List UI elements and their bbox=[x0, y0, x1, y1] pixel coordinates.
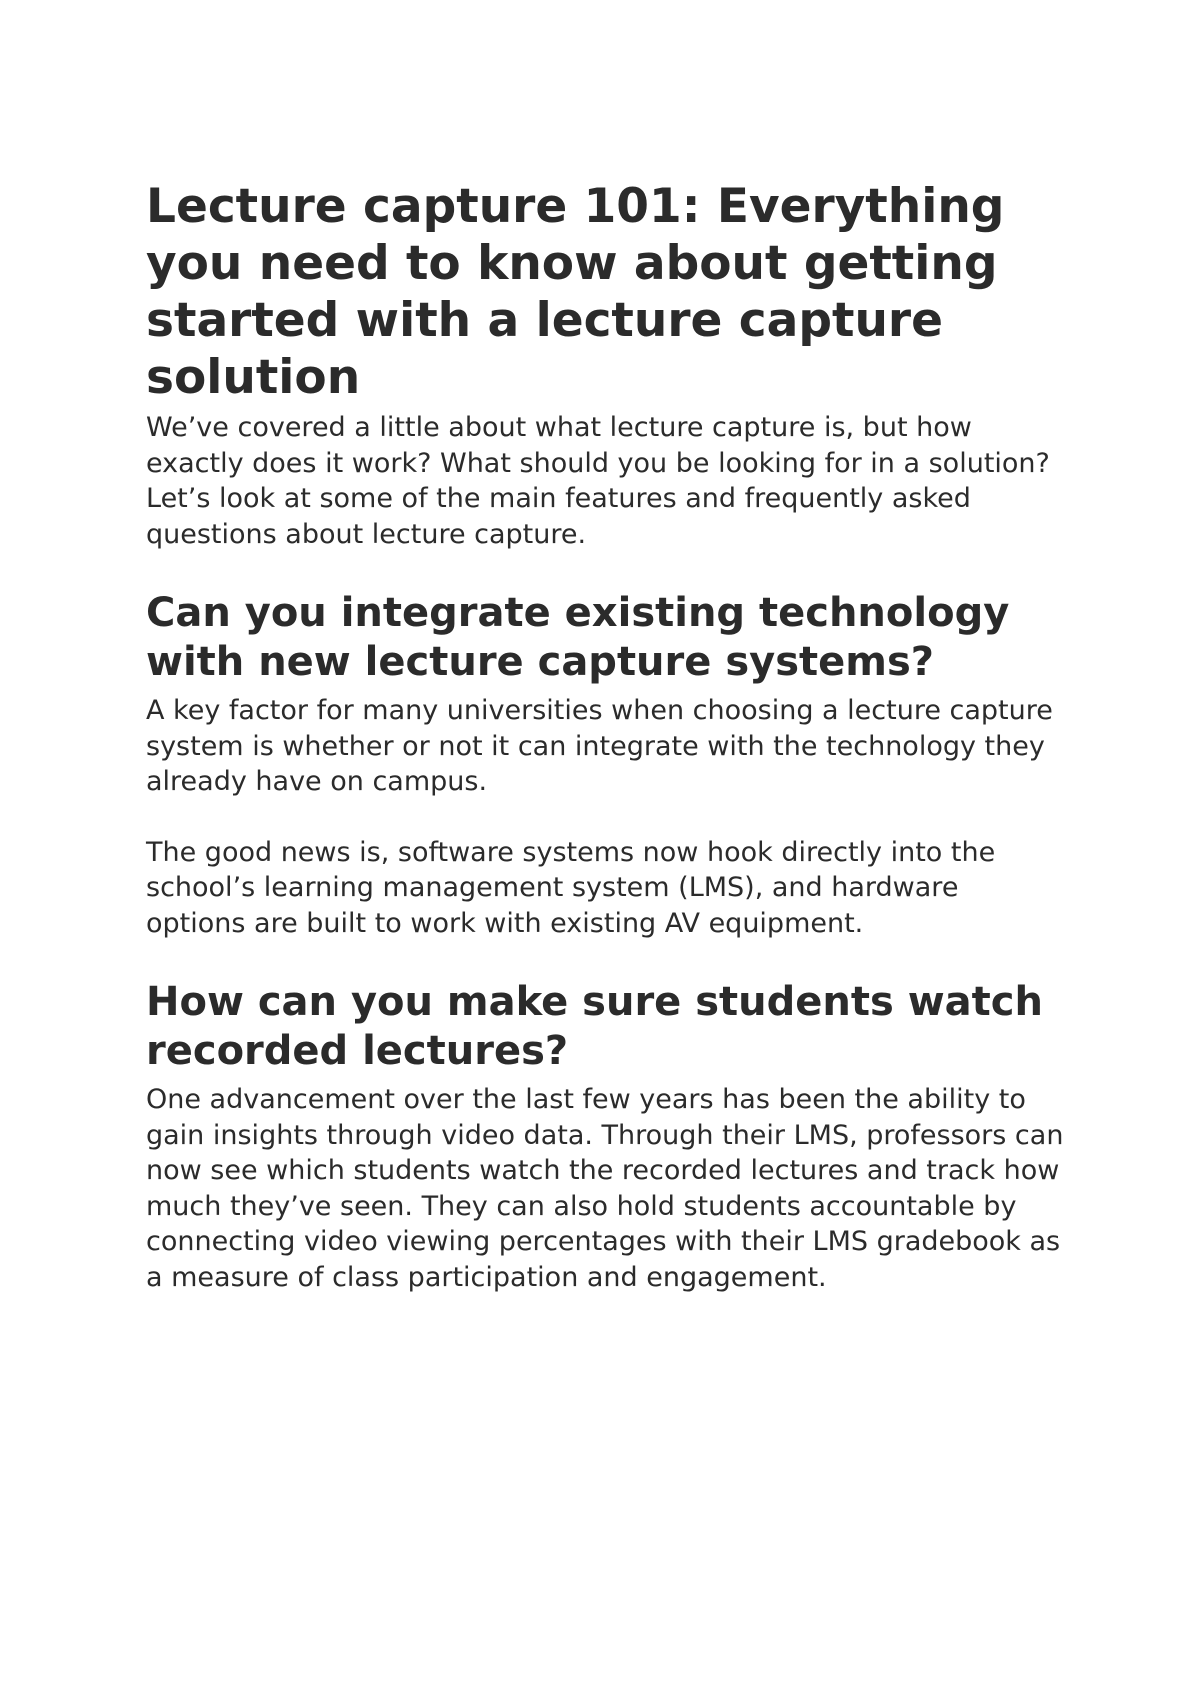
section-paragraph: The good news is, software systems now hook directly into the school’s learning management system (LMS), and hardware options are built to work with existing AV equipment. bbox=[146, 836, 996, 939]
section-heading: How can you make sure students watch recorded lectures? bbox=[146, 979, 1043, 1074]
document-page bbox=[146, 178, 1066, 1295]
section-student-engagement bbox=[146, 978, 1066, 1295]
intro-paragraph: We’ve covered a little about what lecture capture is, but how exactly does it work? What should you be looking for in a solution? Let’s look at some of the main features and frequently asked questions about lecture capture. bbox=[146, 412, 1050, 550]
section-paragraph: One advancement over the last few years has been the ability to gain insights through video data. Through their LMS, professors can now see which students watch the recorded lectures and track how much they’ve seen. They can also hold students accountable by connecting video viewing percentages with their LMS gradebook as a measure of class participation and engagement. bbox=[146, 1084, 1064, 1293]
document-title: Lecture capture 101: Everything you need to know about getting started with a lecture capture solution bbox=[146, 179, 1005, 405]
section-paragraph: A key factor for many universities when choosing a lecture capture system is whether or not it can integrate with the technology they already have on campus. bbox=[146, 695, 1053, 797]
section-integration bbox=[146, 589, 1066, 941]
section-heading: Can you integrate existing technology with new lecture capture systems? bbox=[146, 590, 1010, 685]
